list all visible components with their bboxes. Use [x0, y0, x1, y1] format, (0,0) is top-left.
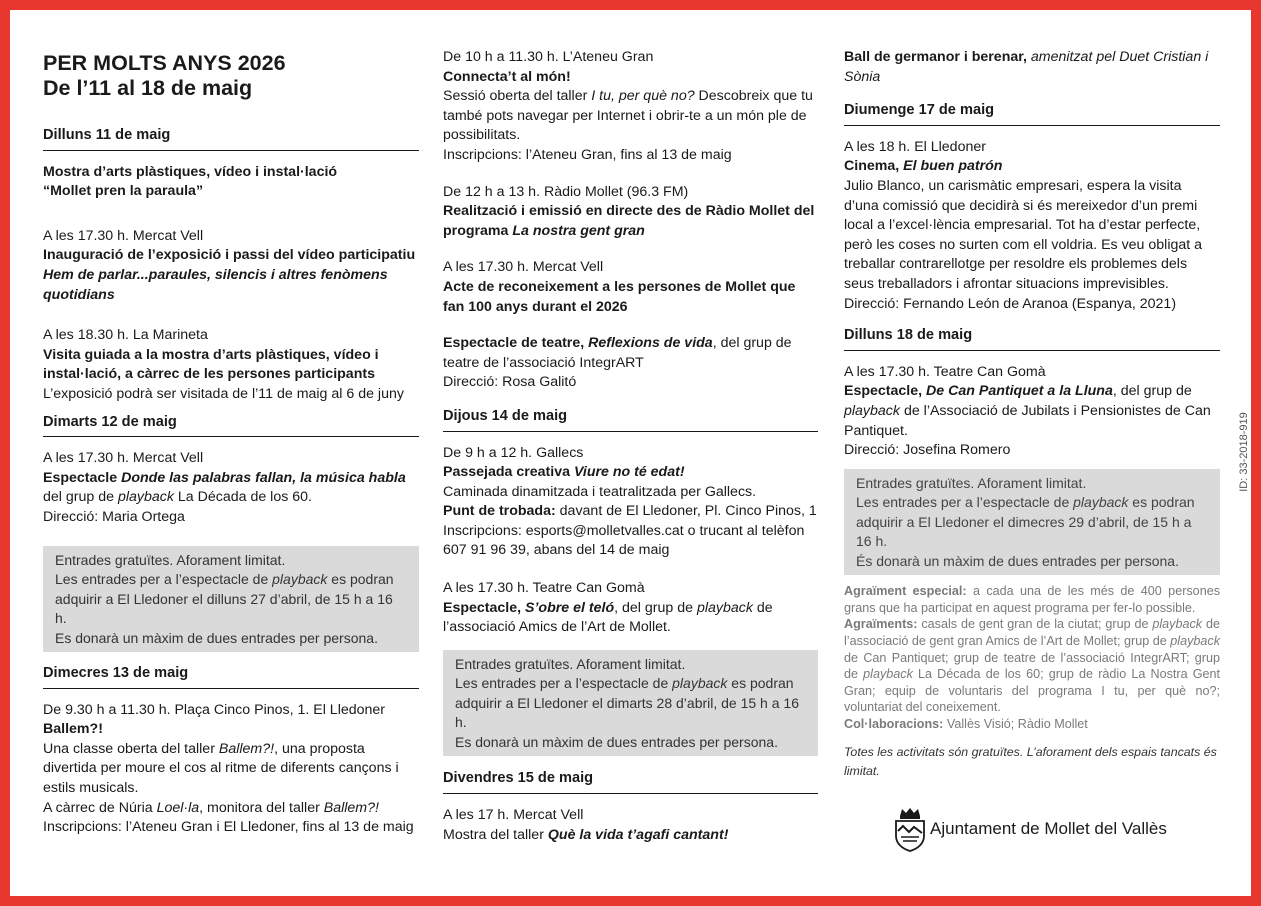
thanks-text: de l’associació de gent gran Amics de l’Art de Mollet; grup de [844, 617, 1220, 648]
event-title: Espectacle de teatre, [443, 335, 589, 352]
box-line: Es donarà un màxim de dues entrades per persona. [455, 733, 778, 750]
box-line: És donarà un màxim de dues entrades per persona. [856, 552, 1179, 569]
ticket-info-box-2 [443, 650, 818, 757]
event-time: De 9 h a 12 h. Gallecs [443, 444, 584, 461]
thanks-text: Vallès Visió; Ràdio Mollet [943, 716, 1088, 731]
event-title: Realització i emissió en directe des de Ràdio Mollet del programa [443, 203, 815, 239]
box-line: Entrades gratuïtes. Aforament limitat. [856, 474, 1087, 491]
thanks-text-italic: playback [1170, 633, 1220, 648]
event-text: de l’Associació de Jubilats i Pensionistes de Can Pantiquet. [844, 402, 1211, 439]
thanks-label: Agraïment especial: [844, 584, 967, 599]
event-title-italic: De Can Pantiquet a la Lluna [926, 383, 1113, 400]
event-title: Acte de reconeixement a les persones de Mollet que fan 100 anys durant el 2026 [443, 278, 796, 315]
event-time: A les 17 h. Mercat Vell [443, 806, 584, 823]
event-text-italic: amenitzat pel Duet Cristian i Sònia [844, 49, 1209, 85]
column-3 [844, 48, 1220, 782]
day-heading-15: Divendres 15 de maig [443, 769, 818, 794]
event-donde-las-palabras [43, 449, 419, 527]
event-text-italic: playback [696, 599, 753, 616]
event-text-italic: I tu, per què no? [591, 88, 695, 105]
event-inscriptions: Inscripcions: esports@molletvalles.cat o trucant al telèfon 607 91 96 39, abans del 14 de maig [443, 522, 805, 559]
event-time: A les 18 h. El Lledoner [844, 138, 986, 155]
box-text: es podran adquirir a El Lledoner el dimecres 29 d’abril, de 15 h a 16 h. [856, 494, 1195, 550]
event-time: A les 17.30 h. Mercat Vell [43, 227, 204, 244]
event-time: De 10 h a 11.30 h. L’Ateneu Gran [443, 49, 654, 65]
meeting-point: davant de El Lledoner, Pl. Cinco Pinos, 1 [555, 503, 817, 520]
box-text-italic: playback [672, 675, 728, 692]
thanks-text: a cada una de les més de 400 persones grans que ha participat en aquest programa per fer-lo possible. [844, 584, 1220, 615]
event-time: A les 18.30 h. La Marineta [43, 327, 208, 344]
event-connectat [443, 48, 818, 166]
event-text: La Década de los 60. [173, 489, 312, 506]
column-1 [43, 48, 419, 838]
event-title: Ballem?! [43, 721, 103, 738]
event-text: Mostra del taller [443, 826, 548, 843]
event-text: Sessió oberta del taller [443, 88, 592, 105]
event-text: , monitora del taller [199, 799, 324, 816]
expo-title-line1: Mostra d’arts plàstiques, vídeo i instal·lació [43, 163, 338, 180]
free-activities-note: Totes les activitats són gratuïtes. L’aforament dels espais tancats és limitat. [844, 744, 1217, 779]
day-heading-12: Dimarts 12 de maig [43, 413, 419, 438]
municipal-logo [893, 806, 1167, 852]
event-title-italic: El buen patrón [903, 158, 1003, 175]
expo-title-line2: “Mollet pren la paraula” [43, 183, 204, 200]
event-inscriptions: Inscripcions: l’Ateneu Gran i El Lledoner, fins al 13 de maig [43, 819, 414, 836]
event-ballem [43, 701, 419, 838]
event-time: De 12 h a 13 h. Ràdio Mollet (96.3 FM) [443, 183, 689, 200]
event-ball [844, 48, 1220, 87]
event-director: Direcció: Rosa Galitó [443, 374, 577, 391]
event-passejada [443, 444, 818, 562]
event-text-italic: Ballem?! [218, 740, 275, 757]
event-title-italic: Reflexions de vida [588, 335, 713, 352]
thanks-text: de Can Pantiquet; grup de teatre de l’associació IntegrART; grup de [844, 650, 1220, 682]
page-title [43, 51, 419, 101]
event-title: Visita guiada a la mostra d’arts plàstiques, vídeo i instal·lació, a càrrec de les persones participants [43, 346, 379, 383]
box-text-italic: playback [1073, 494, 1129, 511]
event-sobre-el-telo [443, 579, 818, 638]
document-id: ID: 33-2018-919 [1238, 412, 1250, 492]
event-note: L’exposició podrà ser visitada de l’11 de maig al 6 de juny [43, 385, 404, 402]
event-inscriptions: Inscripcions: l’Ateneu Gran, fins al 13 de maig [443, 146, 732, 163]
event-description: Julio Blanco, un carismàtic empresari, espera la visita d’una comissió que decidirà si és mereixedor d’un premi local a l’excel·lència empresarial. Tot ha d’estar perfecte, però les coses no surten com ell voldria. Es veu obligat a treballar contrarellotge per resoldre els problemes dels seus treballadors i afrontar situacions imprevisibles. [844, 177, 1203, 292]
event-title: Connecta’t al món! [443, 68, 571, 85]
box-line: Entrades gratuïtes. Aforament limitat. [55, 551, 286, 568]
event-time: A les 17.30 h. Mercat Vell [43, 450, 204, 467]
event-mostra-taller [443, 806, 818, 845]
title-line-2: De l’11 al 18 de maig [43, 76, 253, 100]
logo-text: Ajuntament de Mollet del Vallès [930, 819, 1167, 838]
ticket-info-box-3 [844, 469, 1220, 576]
acknowledgements [844, 583, 1220, 732]
day-heading-14: Dijous 14 de maig [443, 407, 818, 432]
thanks-text-italic: playback [863, 667, 913, 682]
thanks-text: casals de gent gran de la ciutat; grup de [917, 617, 1153, 632]
thanks-label: Col·laboracions: [844, 716, 944, 731]
event-text: A càrrec de Núria [43, 799, 157, 816]
event-title-italic: Donde las palabras fallan, la música habla [121, 469, 406, 486]
event-title: Passejada creativa [443, 464, 574, 481]
box-text: Les entrades per a l’espectacle de [856, 494, 1074, 511]
event-cinema [844, 138, 1220, 314]
box-line: Es donarà un màxim de dues entrades per persona. [55, 629, 378, 646]
event-title: Espectacle, [443, 599, 526, 616]
event-director: Direcció: Maria Ortega [43, 508, 185, 525]
event-title-italic: Hem de parlar...paraules, silencis i altres fenòmens quotidians [43, 266, 388, 303]
meeting-point-label: Punt de trobada: [443, 503, 556, 520]
thanks-text-italic: playback [1152, 617, 1203, 632]
event-time: A les 17.30 h. Teatre Can Gomà [844, 363, 1046, 380]
event-time: A les 17.30 h. Teatre Can Gomà [443, 580, 645, 597]
event-time: A les 17.30 h. Mercat Vell [443, 259, 604, 276]
event-text-italic: Ballem?! [323, 799, 379, 816]
event-title: Inauguració de l’exposició i passi del vídeo participatiu [43, 247, 416, 264]
event-title-italic: La nostra gent gran [512, 222, 645, 239]
event-text: Descobreix que tu també pots navegar per Internet i obrir-te a un món ple de possibilitats. [443, 88, 813, 144]
event-time: De 9.30 h a 11.30 h. Plaça Cinco Pinos, 1. El Lledoner [43, 701, 386, 718]
column-2 [443, 48, 818, 845]
thanks-label: Agraïments: [844, 617, 918, 632]
event-text: , una proposta divertida per moure el cos al ritme de diferents cançons i estils musicals. [43, 740, 399, 796]
box-text: es podran adquirir a El Lledoner el dilluns 27 d’abril, de 15 h a 16 h. [55, 571, 394, 626]
event-title-italic: S’obre el teló [525, 599, 615, 616]
event-title: Espectacle, [844, 383, 927, 400]
event-text: de l’associació Amics de l’Art de Mollet. [443, 599, 773, 636]
event-text: Una classe oberta del taller [43, 740, 219, 757]
event-director: Direcció: Josefina Romero [844, 442, 1011, 459]
event-visita-guiada [43, 326, 419, 404]
event-text-italic: Loel·la [156, 799, 200, 816]
event-inauguracio [43, 227, 419, 305]
event-teatre [443, 334, 818, 393]
event-text: , del grup de teatre de l’associació IntegrART [443, 335, 792, 371]
thanks-text: La Década de los 60; grup de ràdio La Nostra Gent Gran; equip de voluntaris del programa I tu, per què no?; voluntariat del coneixement. [844, 667, 1221, 715]
event-text: del grup de [43, 489, 118, 506]
event-radio [443, 183, 818, 242]
day-heading-18: Dilluns 18 de maig [844, 326, 1220, 351]
event-text: , del grup de [614, 599, 697, 616]
ticket-info-box-1 [43, 546, 419, 653]
event-title: Espectacle [43, 469, 122, 486]
event-title: Cinema, [844, 158, 904, 175]
box-text: es podran adquirir a El Lledoner el dimarts 28 d’abril, de 15 h a 16 h. [455, 675, 799, 731]
box-text: Les entrades per a l’espectacle de [55, 571, 273, 587]
coat-of-arms-icon [893, 806, 927, 852]
event-text-italic: playback [117, 489, 174, 506]
event-title: Ball de germanor i berenar, [844, 49, 1027, 65]
expo-title [43, 163, 419, 202]
day-heading-17: Diumenge 17 de maig [844, 101, 1220, 126]
box-text: Les entrades per a l’espectacle de [455, 675, 673, 692]
event-title-italic: Viure no té edat! [573, 464, 685, 481]
event-director: Direcció: Fernando León de Aranoa (Espanya, 2021) [844, 295, 1177, 312]
event-title-italic: Què la vida t’agafi cantant! [547, 826, 729, 843]
event-can-pantiquet [844, 363, 1220, 461]
box-line: Entrades gratuïtes. Aforament limitat. [455, 655, 686, 672]
event-text-italic: playback [844, 402, 900, 419]
box-text-italic: playback [272, 571, 328, 587]
day-heading-11: Dilluns 11 de maig [43, 126, 419, 151]
event-text: , del grup de [1112, 383, 1192, 400]
title-line-1: PER MOLTS ANYS 2026 [43, 51, 286, 75]
day-heading-13: Dimecres 13 de maig [43, 664, 419, 689]
event-reconeixement [443, 258, 818, 317]
event-text: Caminada dinamitzada i teatralitzada per Gallecs. [443, 483, 757, 500]
